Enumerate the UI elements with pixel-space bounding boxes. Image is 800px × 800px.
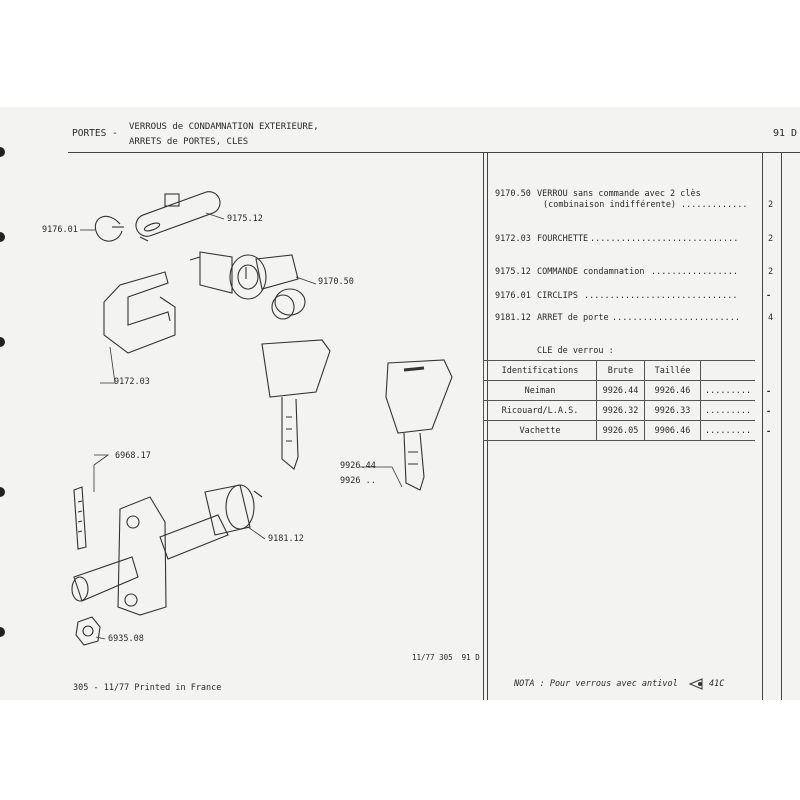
callout-label: 9176.01 bbox=[42, 225, 78, 235]
page-title-line1: VERROUS de CONDAMNATION EXTERIEURE, bbox=[129, 122, 319, 132]
exploded-parts-drawing bbox=[0, 107, 483, 700]
key-qty: - bbox=[766, 387, 772, 397]
leader-dots: ......................... bbox=[612, 313, 740, 323]
callout-label: 9926 .. bbox=[340, 476, 376, 486]
nota-text: NOTA : Pour verrous avec antivol bbox=[514, 679, 678, 689]
callout-label: 6935.08 bbox=[108, 634, 144, 644]
fork-drawing bbox=[104, 272, 175, 353]
cell-brute: 9926.44 bbox=[597, 381, 645, 401]
stop-plate-drawing bbox=[74, 487, 86, 549]
part-ref: 9181.12 bbox=[495, 313, 531, 323]
part-desc: ARRET de porte bbox=[537, 313, 609, 323]
table-row: Ricouard/L.A.S. 9926.32 9926.33 ......... bbox=[484, 401, 756, 421]
cell-identification: Neiman bbox=[484, 381, 597, 401]
nut-drawing bbox=[76, 617, 100, 645]
callout-label: 9175.12 bbox=[227, 214, 263, 224]
page-title-line2: ARRETS de PORTES, CLES bbox=[129, 137, 249, 147]
leader-dots: ............................. bbox=[590, 234, 739, 244]
part-desc: VERROU sans commande avec 2 clès bbox=[537, 189, 701, 199]
part-ref: 9176.01 bbox=[495, 291, 531, 301]
catalog-page bbox=[0, 107, 800, 700]
circlip-drawing bbox=[95, 216, 124, 241]
cell-taillee: 9906.46 bbox=[645, 421, 701, 441]
callout-label: 6968.17 bbox=[115, 451, 151, 461]
part-desc-2: (combinaison indifférente) bbox=[543, 200, 677, 210]
nota-ref: 41C bbox=[709, 679, 725, 689]
part-qty: 2 bbox=[768, 234, 774, 244]
column-rule bbox=[762, 152, 763, 700]
cell-brute: 9926.05 bbox=[597, 421, 645, 441]
doc-code: 11/77 305 91 D bbox=[412, 653, 480, 662]
cell-taillee: 9926.33 bbox=[645, 401, 701, 421]
part-desc: FOURCHETTE bbox=[537, 234, 589, 244]
callout-label: 9172.03 bbox=[114, 377, 150, 387]
col-header: Identifications bbox=[484, 361, 597, 381]
keys-table bbox=[483, 360, 755, 441]
leader-dots: .............................. bbox=[584, 291, 738, 301]
table-row: Vachette 9926.05 9906.46 ......... bbox=[484, 421, 756, 441]
key-qty: - bbox=[766, 427, 772, 437]
part-qty: 2 bbox=[768, 200, 774, 210]
part-ref: 9170.50 bbox=[495, 189, 531, 199]
keys-caption: CLE de verrou : bbox=[537, 346, 614, 356]
cell-brute: 9926.32 bbox=[597, 401, 645, 421]
spare-key-drawing bbox=[386, 360, 452, 490]
table-header-row bbox=[484, 361, 756, 381]
col-header: Taillée bbox=[645, 361, 701, 381]
callout-label: 9926.44 bbox=[340, 461, 376, 471]
part-qty: - bbox=[766, 291, 772, 301]
cell-identification: Ricouard/L.A.S. bbox=[484, 401, 597, 421]
part-desc: CIRCLIPS bbox=[537, 291, 578, 301]
lock-barrel-drawing bbox=[190, 252, 305, 319]
callout-label: 9170.50 bbox=[318, 277, 354, 287]
key-qty: - bbox=[766, 407, 772, 417]
leader-dots: ................. bbox=[651, 267, 738, 277]
section-label: PORTES - bbox=[72, 128, 118, 139]
col-header: Brute bbox=[597, 361, 645, 381]
key-drawing bbox=[262, 340, 330, 469]
cell-taillee: 9926.46 bbox=[645, 381, 701, 401]
part-ref: 9172.03 bbox=[495, 234, 531, 244]
cell-identification: Vachette bbox=[484, 421, 597, 441]
part-desc: COMMANDE condamnation bbox=[537, 267, 645, 277]
leader-dots: ............. bbox=[681, 200, 748, 210]
door-check-drawing bbox=[72, 485, 262, 615]
part-qty: 4 bbox=[768, 313, 774, 323]
callout-label: 9181.12 bbox=[268, 534, 304, 544]
table-row: Neiman 9926.44 9926.46 ......... bbox=[484, 381, 756, 401]
page-ref: 91 D bbox=[773, 128, 798, 139]
command-lever-drawing bbox=[133, 189, 223, 241]
column-rule bbox=[781, 152, 782, 700]
part-ref: 9175.12 bbox=[495, 267, 531, 277]
antivol-arrow-icon bbox=[688, 678, 706, 690]
part-qty: 2 bbox=[768, 267, 774, 277]
printed-note: 305 - 11/77 Printed in France bbox=[73, 683, 222, 693]
